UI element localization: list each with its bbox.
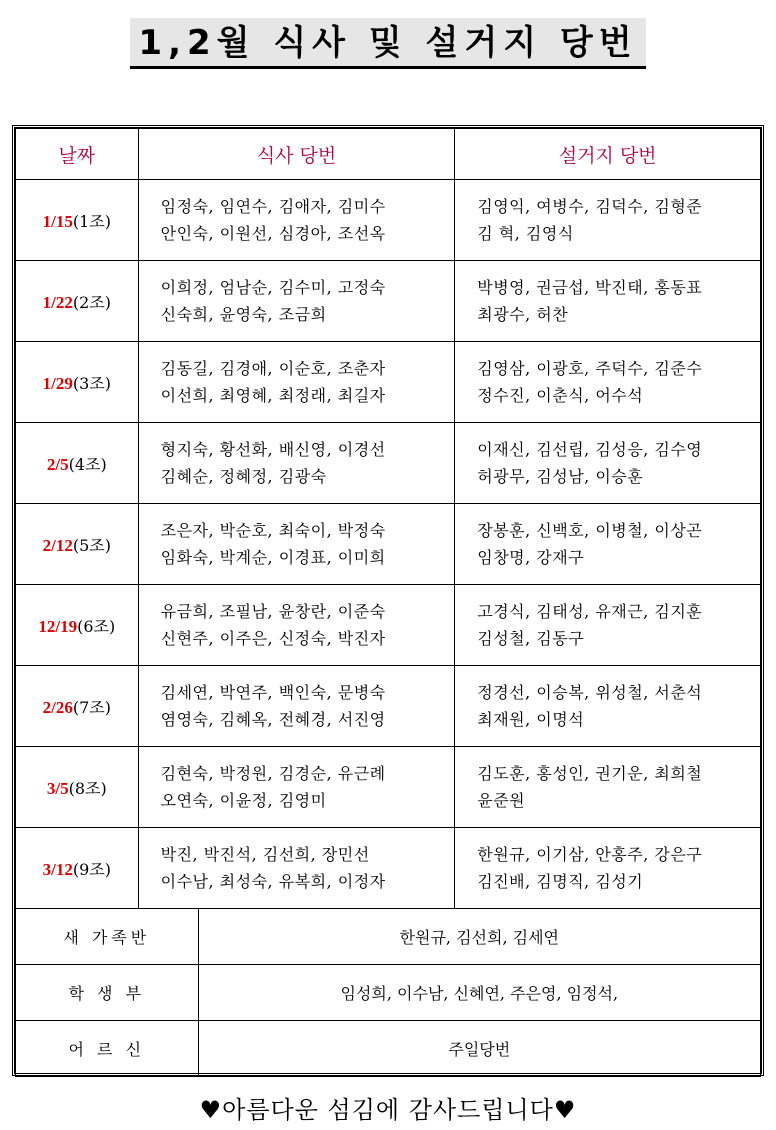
table-row — [16, 585, 761, 666]
dish-names-line: 임창명, 강재구 — [477, 548, 585, 567]
dish-duty-cell — [455, 585, 761, 666]
table-row — [16, 504, 761, 585]
group-value: (3조) — [72, 373, 111, 393]
group-value: (6조) — [77, 616, 116, 636]
dish-duty-cell — [455, 747, 761, 828]
meal-duty-cell — [138, 180, 455, 261]
dish-names-line: 최재원, 이명석 — [477, 710, 585, 729]
dish-names-line: 이재신, 김선립, 김성응, 김수영 — [477, 440, 703, 459]
meal-duty-cell — [138, 423, 455, 504]
dish-names-line: 박병영, 권금섭, 박진태, 홍동표 — [477, 278, 703, 297]
meal-names-line: 김혜순, 정혜정, 김광숙 — [160, 467, 327, 486]
meal-names-line: 염영숙, 김혜옥, 전혜경, 서진영 — [160, 710, 386, 729]
date-cell — [16, 261, 139, 342]
date-cell — [16, 423, 139, 504]
group-value: (9조) — [72, 859, 111, 879]
date-cell — [16, 342, 139, 423]
group-value: (5조) — [72, 535, 111, 555]
date-cell — [16, 180, 139, 261]
table-row — [16, 828, 761, 909]
extra-value: 임성희, 이수남, 신혜연, 주은영, 임정석, — [198, 965, 760, 1021]
date-cell — [16, 504, 139, 585]
date-value: 1/15 — [42, 211, 73, 231]
meal-names-line: 김동길, 김경애, 이순호, 조춘자 — [160, 359, 386, 378]
dish-names-line: 허광무, 김성남, 이승훈 — [477, 467, 644, 486]
group-value: (4조) — [68, 454, 107, 474]
meal-names-line: 김세연, 박연주, 백인숙, 문병숙 — [160, 683, 386, 702]
group-value: (1조) — [72, 211, 111, 231]
table-row — [16, 747, 761, 828]
date-value: 2/26 — [42, 697, 73, 717]
thanks-footer: ♥아름다운 섬김에 감사드립니다♥ — [199, 1096, 577, 1124]
dish-duty-cell — [455, 504, 761, 585]
meal-names-line: 이수남, 최성숙, 유복희, 이정자 — [160, 872, 386, 891]
extra-value: 주일당번 — [198, 1021, 760, 1077]
dish-names-line: 정수진, 이춘식, 어수석 — [477, 386, 644, 405]
dish-duty-cell — [455, 423, 761, 504]
meal-duty-cell — [138, 666, 455, 747]
dish-duty-cell — [455, 180, 761, 261]
table-row — [16, 342, 761, 423]
meal-duty-cell — [138, 585, 455, 666]
header-meal: 식사 당번 — [138, 129, 455, 180]
dish-names-line: 김영삼, 이광호, 주덕수, 김준수 — [477, 359, 703, 378]
meal-names-line: 이희정, 엄남순, 김수미, 고정숙 — [160, 278, 386, 297]
meal-duty-cell — [138, 261, 455, 342]
duty-table — [15, 128, 761, 1077]
dish-names-line: 정경선, 이승복, 위성철, 서춘석 — [477, 683, 703, 702]
extra-duty-row — [16, 965, 761, 1021]
dish-names-line: 김성철, 김동구 — [477, 629, 585, 648]
dish-duty-cell — [455, 666, 761, 747]
meal-names-line: 이선희, 최영혜, 최정래, 최길자 — [160, 386, 386, 405]
meal-duty-cell — [138, 747, 455, 828]
date-value: 2/5 — [46, 454, 69, 474]
meal-duty-cell — [138, 828, 455, 909]
group-value: (8조) — [68, 778, 107, 798]
meal-names-line: 신현주, 이주은, 신정숙, 박진자 — [160, 629, 386, 648]
meal-names-line: 오연숙, 이윤정, 김영미 — [160, 791, 327, 810]
dish-names-line: 고경식, 김태성, 유재근, 김지훈 — [477, 602, 703, 621]
dish-names-line: 윤준원 — [477, 791, 526, 810]
meal-names-line: 조은자, 박순호, 최숙이, 박정숙 — [160, 521, 386, 540]
dish-names-line: 장봉훈, 신백호, 이병철, 이상곤 — [477, 521, 703, 540]
dish-names-line: 김도훈, 홍성인, 권기운, 최희철 — [477, 764, 703, 783]
page-title — [0, 18, 776, 69]
date-value: 1/22 — [42, 292, 73, 312]
group-value: (7조) — [72, 697, 111, 717]
title-text: 1,2월 식사 및 설거지 당번 — [130, 18, 645, 69]
date-cell — [16, 585, 139, 666]
duty-table-frame — [12, 125, 764, 1076]
table-row — [16, 423, 761, 504]
meal-names-line: 유금희, 조필남, 윤창란, 이준숙 — [160, 602, 386, 621]
extra-value: 한원규, 김선희, 김세연 — [198, 909, 760, 965]
table-row — [16, 180, 761, 261]
dish-names-line: 김영익, 여병수, 김덕수, 김형준 — [477, 197, 703, 216]
meal-names-line: 신숙희, 윤영숙, 조금희 — [160, 305, 327, 324]
table-row — [16, 666, 761, 747]
header-dish: 설거지 당번 — [455, 129, 761, 180]
dish-names-line: 김진배, 김명직, 김성기 — [477, 872, 644, 891]
meal-names-line: 박진, 박진석, 김선희, 장민선 — [160, 845, 370, 864]
date-cell — [16, 666, 139, 747]
date-value: 1/29 — [42, 373, 73, 393]
extra-duty-row — [16, 909, 761, 965]
meal-names-line: 김현숙, 박정원, 김경순, 유근례 — [160, 764, 386, 783]
table-row — [16, 261, 761, 342]
date-cell — [16, 747, 139, 828]
header-date: 날짜 — [16, 129, 139, 180]
dish-names-line: 한원규, 이기삼, 안홍주, 강은구 — [477, 845, 703, 864]
date-value: 3/12 — [42, 859, 73, 879]
meal-names-line: 임화숙, 박계순, 이경표, 이미희 — [160, 548, 386, 567]
date-value: 2/12 — [42, 535, 73, 555]
extra-duty-row — [16, 1021, 761, 1077]
dish-duty-cell — [455, 261, 761, 342]
date-cell — [16, 828, 139, 909]
extra-label: 어 르 신 — [16, 1021, 199, 1077]
group-value: (2조) — [72, 292, 111, 312]
meal-names-line: 안인숙, 이원선, 심경아, 조선옥 — [160, 224, 386, 243]
extra-label: 학 생 부 — [16, 965, 199, 1021]
meal-duty-cell — [138, 504, 455, 585]
date-value: 12/19 — [38, 616, 78, 636]
table-header-row — [16, 129, 761, 180]
dish-names-line: 최광수, 허찬 — [477, 305, 569, 324]
meal-duty-cell — [138, 342, 455, 423]
dish-duty-cell — [455, 342, 761, 423]
dish-duty-cell — [455, 828, 761, 909]
meal-names-line: 형지숙, 황선화, 배신영, 이경선 — [160, 440, 386, 459]
date-value: 3/5 — [46, 778, 69, 798]
dish-names-line: 김 혁, 김영식 — [477, 224, 574, 243]
meal-names-line: 임정숙, 임연수, 김애자, 김미수 — [160, 197, 386, 216]
extra-label: 새 가족반 — [16, 909, 199, 965]
